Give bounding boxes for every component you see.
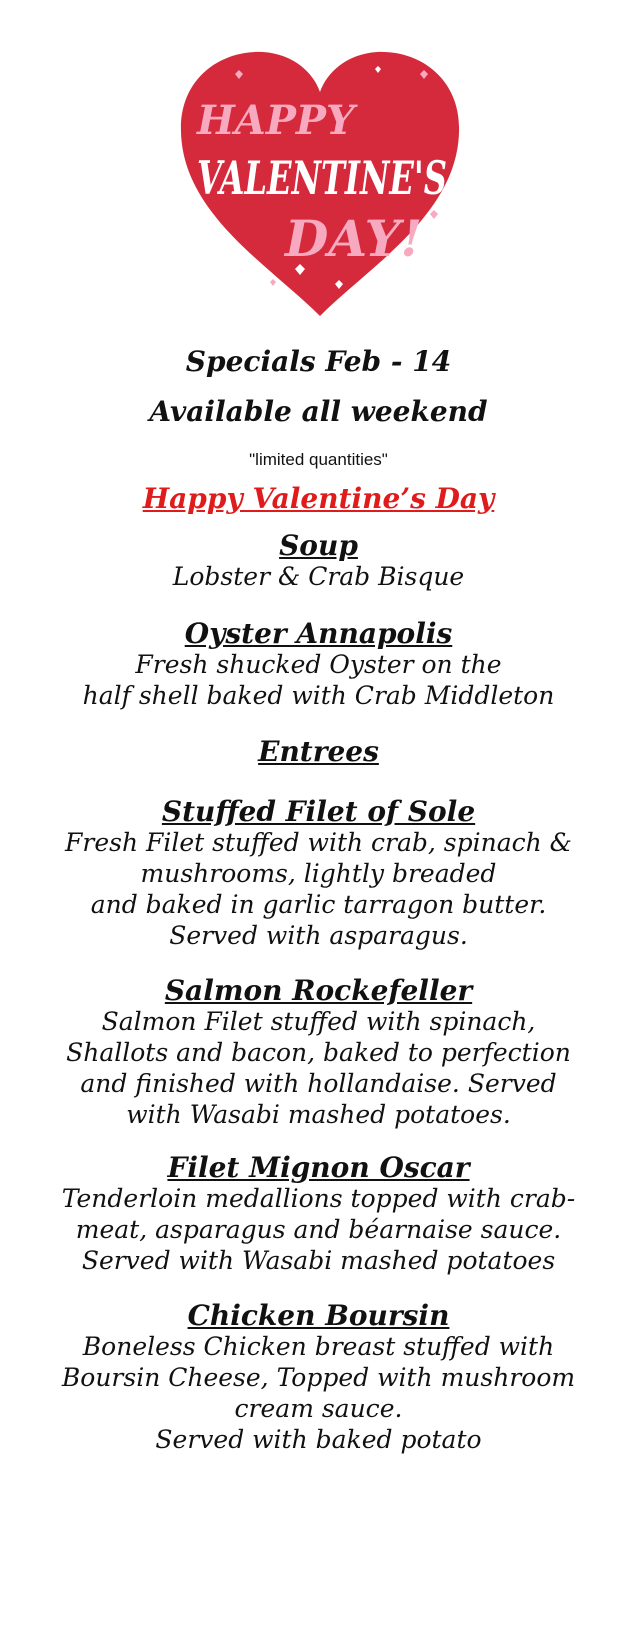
entree-description-line: with Wasabi mashed potatoes. xyxy=(126,1100,511,1129)
entree-description-line: Served with asparagus. xyxy=(169,921,468,950)
limited-quantities-note: "limited quantities" xyxy=(249,450,388,469)
entree-description-line: Boursin Cheese, Topped with mushroom xyxy=(61,1363,576,1392)
entree-salmon xyxy=(0,975,637,1130)
logo-text-day: DAY! xyxy=(285,209,423,268)
entree-title: Stuffed Filet of Sole xyxy=(161,795,476,828)
availability-heading: Available all weekend xyxy=(149,395,488,428)
specials-heading: Specials Feb - 14 xyxy=(185,345,452,378)
entree-sole xyxy=(0,796,637,951)
oyster-description-line: Fresh shucked Oyster on the xyxy=(135,650,502,679)
heart-icon xyxy=(175,44,465,326)
entrees-heading: Entrees xyxy=(258,735,379,768)
logo-text-valentines: VALENTINE'S xyxy=(197,151,447,205)
entree-filet-mignon xyxy=(0,1152,637,1276)
entree-title: Filet Mignon Oscar xyxy=(167,1151,470,1184)
logo-text-happy: HAPPY xyxy=(197,97,355,144)
oyster-section xyxy=(0,618,637,711)
entree-description-line: Served with Wasabi mashed potatoes xyxy=(81,1246,556,1275)
entree-description-line: Boneless Chicken breast stuffed with xyxy=(82,1332,555,1361)
oyster-description-line: half shell baked with Crab Middleton xyxy=(82,681,555,710)
entrees-heading-block xyxy=(0,736,637,767)
entree-description-line: Shallots and bacon, baked to perfection xyxy=(66,1038,571,1067)
entree-description-line: Served with baked potato xyxy=(155,1425,482,1454)
greeting-heading: Happy Valentine’s Day xyxy=(142,482,495,515)
entree-description-line: Fresh Filet stuffed with crab, spinach & xyxy=(65,828,572,857)
entree-description-line: and finished with hollandaise. Served xyxy=(80,1069,557,1098)
soup-title: Soup xyxy=(279,529,358,562)
entree-description-line: meat, asparagus and béarnaise sauce. xyxy=(75,1215,562,1244)
oyster-title: Oyster Annapolis xyxy=(184,617,453,650)
entree-title: Chicken Boursin xyxy=(187,1299,450,1332)
entree-chicken-boursin xyxy=(0,1300,637,1455)
entree-description-line: and baked in garlic tarragon butter. xyxy=(90,890,547,919)
entree-description-line: cream sauce. xyxy=(234,1394,403,1423)
entree-description-line: Salmon Filet stuffed with spinach, xyxy=(101,1007,536,1036)
soup-description-line: Lobster & Crab Bisque xyxy=(172,562,465,591)
valentines-heart-logo xyxy=(175,44,465,326)
entree-description-line: Tenderloin medallions topped with crab- xyxy=(61,1184,576,1213)
entree-description-line: mushrooms, lightly breaded xyxy=(140,859,497,888)
entree-title: Salmon Rockefeller xyxy=(164,974,473,1007)
soup-section xyxy=(0,530,637,592)
